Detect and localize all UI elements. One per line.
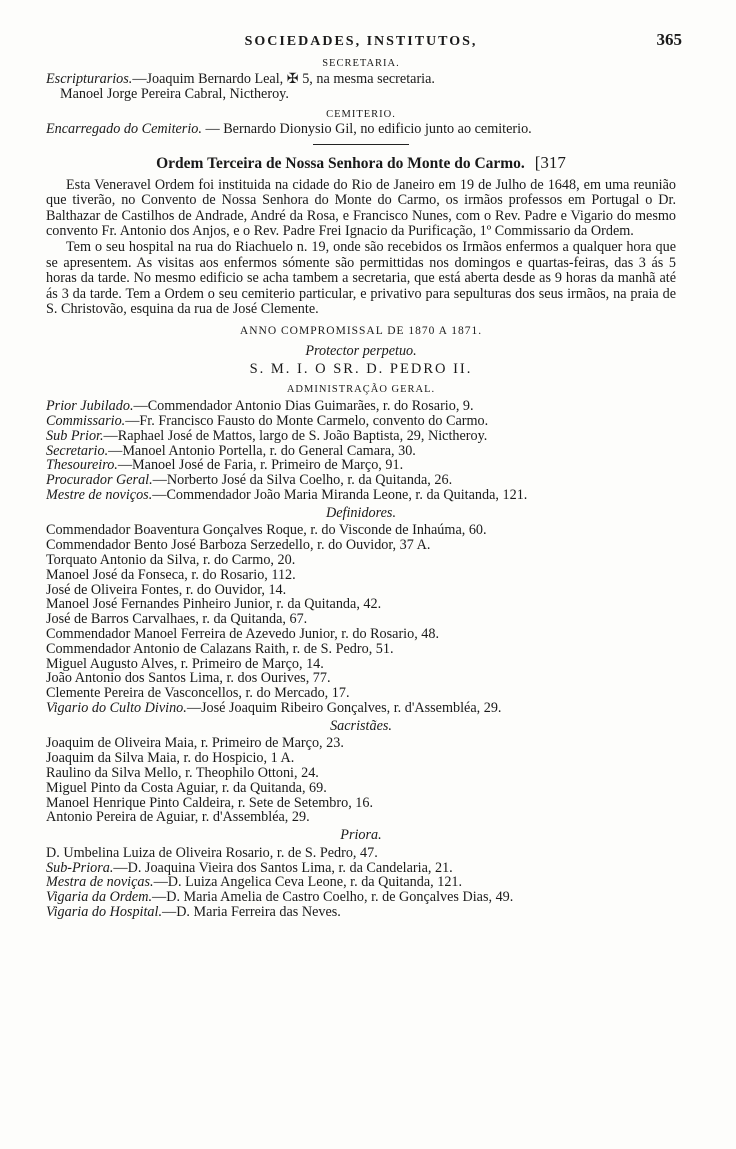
role-label: Secretario.: [46, 443, 109, 459]
entry-text: —D. Maria Amelia de Castro Coelho, r. de Gonçalves Dias, 49.: [152, 890, 514, 905]
list-item: Miguel Augusto Alves, r. Primeiro de Março, 14.: [46, 656, 324, 672]
vigario-text: —José Joaquim Ribeiro Gonçalves, r. d'Assembléa, 29.: [186, 701, 502, 716]
role-label: Mestre de noviços.: [46, 488, 153, 503]
list-item: Commendador Bento José Barboza Serzedello, r. do Ouvidor, 37 A.: [46, 538, 431, 554]
list-item: [46, 488, 676, 503]
list-item: Raulino da Silva Mello, r. Theophilo Ottoni, 24.: [46, 766, 319, 781]
divider: [313, 144, 409, 145]
list-item: Manoel Henrique Pinto Caldeira, r. Sete de Setembro, 16.: [46, 795, 374, 811]
definidores-heading: Definidores.: [325, 504, 396, 521]
list-item: Clemente Pereira de Vasconcellos, r. do Mercado, 17.: [46, 686, 350, 702]
order-paragraph-2: Tem o seu hospital na rua do Riachuelo n. 19, onde são recebidos os Irmãos enfermos a qualquer hora que se apresentem. As visitas aos enfermos sómente são permittidas nos domingos e quartas-feiras, das 3 ás 5 horas da tarde. No mesmo edificio se acha tambem a secretaria, que está aberta desde as 9 horas da manhã até ás 3 da tarde. Tem a Ordem o seu cemiterio particular, e privativo para sepulturas dos seus irmãos, na praia de S. Christovão, esquina da rua de José Clemente.: [46, 238, 676, 318]
page: [46, 30, 682, 920]
order-ref: [317: [534, 152, 566, 172]
list-item: Joaquim de Oliveira Maia, r. Primeiro de Março, 23.: [46, 736, 344, 752]
running-head: [46, 30, 682, 56]
entry-text: —Commendador João Maria Miranda Leone, r. da Quitanda, 121.: [152, 488, 528, 503]
cemiterio-text: — Bernardo Dionysio Gil, no edificio junto ao cemiterio.: [201, 122, 532, 138]
entry-text: —Norberto José da Silva Coelho, r. da Quitanda, 26.: [152, 473, 453, 489]
order-title-text: Ordem Terceira de Nossa Senhora do Monte do Carmo.: [156, 154, 525, 172]
cemiterio-heading: CEMITERIO.: [326, 108, 396, 120]
list-item: [46, 875, 676, 890]
list-item: [46, 414, 676, 429]
vigario-label: Vigario do Culto Divino.: [46, 701, 187, 716]
escriturarios-label: Escripturarios.: [46, 71, 133, 87]
cemiterio-label: Encarregado do Cemiterio.: [46, 122, 202, 138]
entry-text: —D. Luiza Angelica Ceva Leone, r. da Quitanda, 121.: [153, 875, 463, 891]
anno-compromissal: ANNO COMPROMISSAL DE 1870 A 1871.: [239, 324, 483, 337]
list-item: [46, 890, 676, 905]
list-item: Manoel José Fernandes Pinheiro Junior, r. da Quitanda, 42.: [46, 597, 382, 613]
role-label: Sub Prior.: [46, 428, 104, 444]
running-title: SOCIEDADES, INSTITUTOS,: [244, 34, 478, 49]
entry-text: —D. Maria Ferreira das Neves.: [162, 904, 341, 920]
escriturarios-text: —Joaquim Bernardo Leal, ✠ 5, na mesma secretaria.: [132, 71, 435, 87]
list-item: Commendador Manoel Ferreira de Azevedo Junior, r. do Rosario, 48.: [46, 627, 440, 642]
order-paragraph-1: Esta Veneravel Ordem foi instituida na cidade do Rio de Janeiro em 19 de Julho de 1648, em uma reunião que tiverão, no Convento de Nossa Senhora do Monte do Carmo, os irmãos professos em Portugal o Dr. Balthazar de Castilhos de Andrade, André da Rosa, e Francisco Nunes, com o Rev. Padre e Vigario do mesmo convento Fr. Antonio dos Anjos, e o Rev. Padre Frei Ignacio da Purificação, 1º Commissario da Ordem.: [46, 176, 676, 240]
order-title: [46, 152, 676, 172]
list-item: [46, 473, 676, 488]
list-item: Antonio Pereira de Aguiar, r. d'Assembléa, 29.: [46, 810, 310, 826]
list-item: [46, 701, 676, 716]
role-label: Prior Jubilado.: [46, 399, 134, 415]
escriturarios-line: [46, 72, 676, 88]
definidores-list: [46, 523, 676, 715]
list-item: Torquato Antonio da Silva, r. do Carmo, 20.: [46, 553, 296, 568]
list-item: José de Oliveira Fontes, r. do Ouvidor, 14.: [46, 582, 287, 598]
cemiterio-line: [46, 122, 676, 138]
entry-text: —Manoel José de Faria, r. Primeiro de Março, 91.: [117, 458, 404, 474]
list-item: Commendador Boaventura Gonçalves Roque, r. do Visconde de Inhaúma, 60.: [46, 523, 487, 539]
role-label: Vigaria do Hospital.: [46, 904, 162, 920]
entry-text: —Fr. Francisco Fausto do Monte Carmelo, convento do Carmo.: [125, 414, 489, 429]
priora-list: [46, 846, 676, 920]
entry-text: —D. Joaquina Vieira dos Santos Lima, r. da Candelaria, 21.: [113, 860, 453, 876]
role-label: Procurador Geral.: [46, 473, 153, 489]
administracao-heading: ADMINISTRAÇÃO GERAL.: [286, 383, 436, 395]
page-number: 365: [656, 30, 682, 49]
role-label: Commissario.: [46, 414, 126, 429]
list-item: Manoel José da Fonseca, r. do Rosario, 112.: [46, 567, 296, 583]
list-item: Joaquim da Silva Maia, r. do Hospicio, 1 A.: [46, 751, 295, 766]
list-item: [46, 905, 676, 920]
list-item: Miguel Pinto da Costa Aguiar, r. da Quitanda, 69.: [46, 780, 327, 796]
list-item: [46, 444, 676, 459]
protector-label: Protector perpetuo.: [305, 342, 417, 359]
entry-text: —Commendador Antonio Dias Guimarães, r. do Rosario, 9.: [133, 399, 474, 415]
list-item: Commendador Antonio de Calazans Raith, r. de S. Pedro, 51.: [46, 641, 394, 657]
list-item: José de Barros Carvalhaes, r. da Quitanda, 67.: [46, 612, 308, 628]
administracao-list: [46, 399, 676, 503]
list-item: João Antonio dos Santos Lima, r. dos Ourives, 77.: [46, 671, 331, 687]
role-label: Mestra de noviças.: [46, 875, 154, 891]
role-label: Vigaria da Ordem.: [46, 890, 153, 905]
list-item: D. Umbelina Luiza de Oliveira Rosario, r. de S. Pedro, 47.: [46, 845, 378, 861]
entry-text: —Manoel Antonio Portella, r. do General Camara, 30.: [108, 443, 416, 459]
list-item: [46, 429, 676, 444]
secretaria-heading: SECRETARIA.: [322, 58, 400, 69]
list-item: [46, 861, 676, 876]
sacristaes-heading: Sacristães.: [330, 717, 392, 734]
protector-name: S. M. I. O SR. D. PEDRO II.: [249, 361, 473, 378]
priora-heading: Priora.: [340, 827, 382, 844]
role-label: Sub-Priora.: [46, 860, 114, 876]
secretaria-line2: Manoel Jorge Pereira Cabral, Nictheroy.: [60, 87, 289, 103]
list-item: [46, 458, 676, 473]
role-label: Thesoureiro.: [46, 458, 118, 474]
sacristaes-list: [46, 736, 676, 825]
entry-text: —Raphael José de Mattos, largo de S. João Baptista, 29, Nictheroy.: [103, 428, 488, 444]
list-item: [46, 399, 676, 414]
